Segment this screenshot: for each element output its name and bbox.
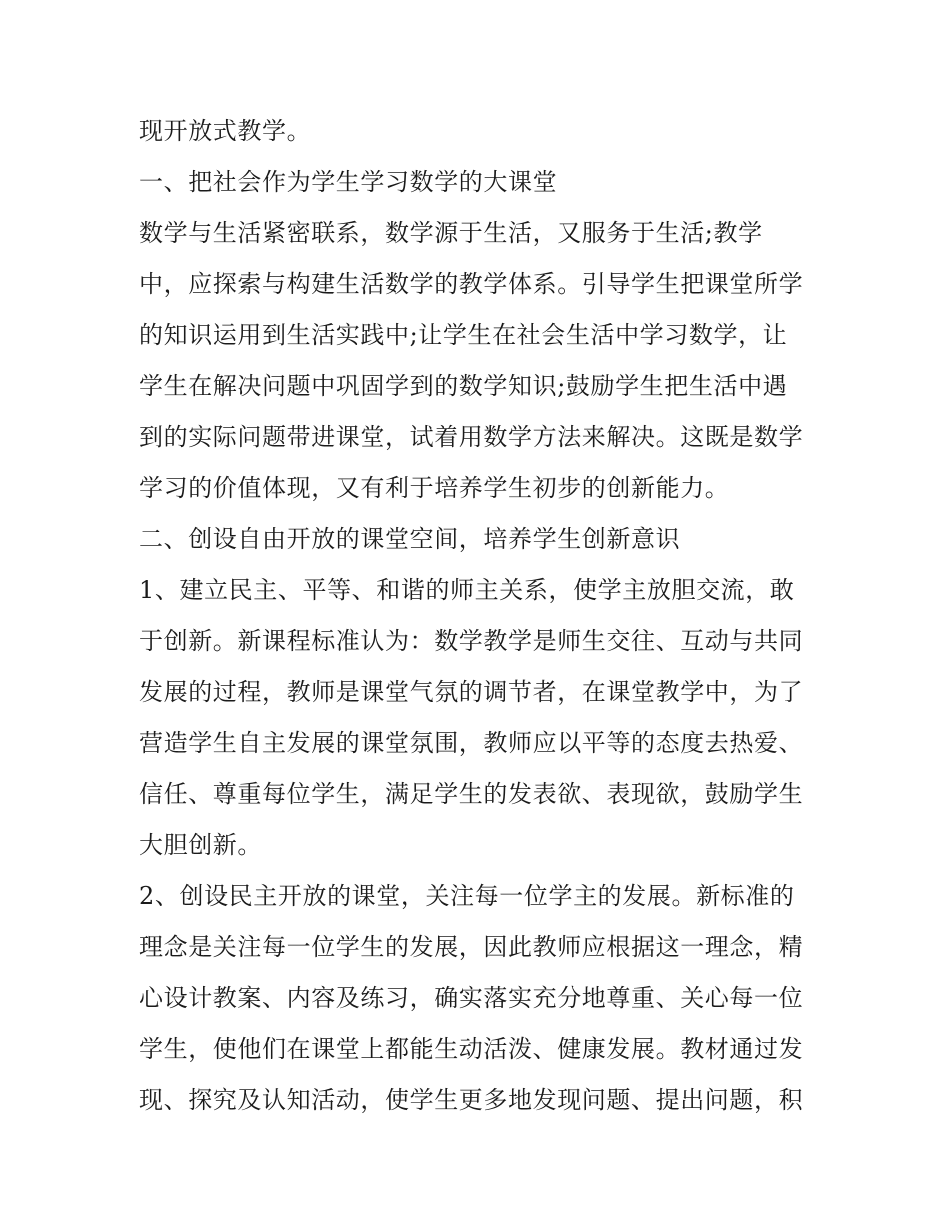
document-body xyxy=(139,106,829,1126)
text-line: 理念是关注每一位学生的发展，因此教师应根据这一理念，精 xyxy=(139,933,804,961)
text-line: 1、建立民主、平等、和谐的师主关系，使学主放胆交流，敢 xyxy=(139,576,795,604)
text-line: 信任、尊重每位学生，满足学生的发表欲、表现欲，鼓励学生 xyxy=(139,780,804,808)
text-line: 学习的价值体现，又有利于培养学生初步的创新能力。 xyxy=(139,474,730,502)
text-line: 数学与生活紧密联系，数学源于生活，又服务于生活;教学 xyxy=(139,219,763,247)
section-heading-1: 一、把社会作为学生学习数学的大课堂 xyxy=(139,168,558,196)
text-line: 心设计教案、内容及练习，确实落实充分地尊重、关心每一位 xyxy=(139,984,804,1012)
section-heading-2: 二、创设自由开放的课堂空间，培养学生创新意识 xyxy=(139,525,681,553)
text-line: 学生在解决问题中巩固学到的数学知识;鼓励学生把生活中遇 xyxy=(139,372,788,400)
text-line: 现开放式教学。 xyxy=(139,117,312,145)
text-line: 于创新。新课程标准认为：数学教学是师生交往、互动与共同 xyxy=(139,627,804,655)
text-line: 中，应探索与构建生活数学的教学体系。引导学生把课堂所学 xyxy=(139,270,804,298)
text-line: 发展的过程，教师是课堂气氛的调节者，在课堂教学中，为了 xyxy=(139,678,804,706)
text-line: 2、创设民主开放的课堂，关注每一位学主的发展。新标准的 xyxy=(139,882,795,910)
text-line: 现、探究及认知活动，使学生更多地发现问题、提出问题，积 xyxy=(139,1086,804,1114)
text-line: 大胆创新。 xyxy=(139,831,262,859)
text-line: 的知识运用到生活实践中;让学生在社会生活中学习数学，让 xyxy=(139,321,788,349)
text-line: 到的实际问题带进课堂，试着用数学方法来解决。这既是数学 xyxy=(139,423,804,451)
text-line: 营造学生自主发展的课堂氛围，教师应以平等的态度去热爱、 xyxy=(139,729,804,757)
text-line: 学生，使他们在课堂上都能生动活泼、健康发展。教材通过发 xyxy=(139,1035,804,1063)
